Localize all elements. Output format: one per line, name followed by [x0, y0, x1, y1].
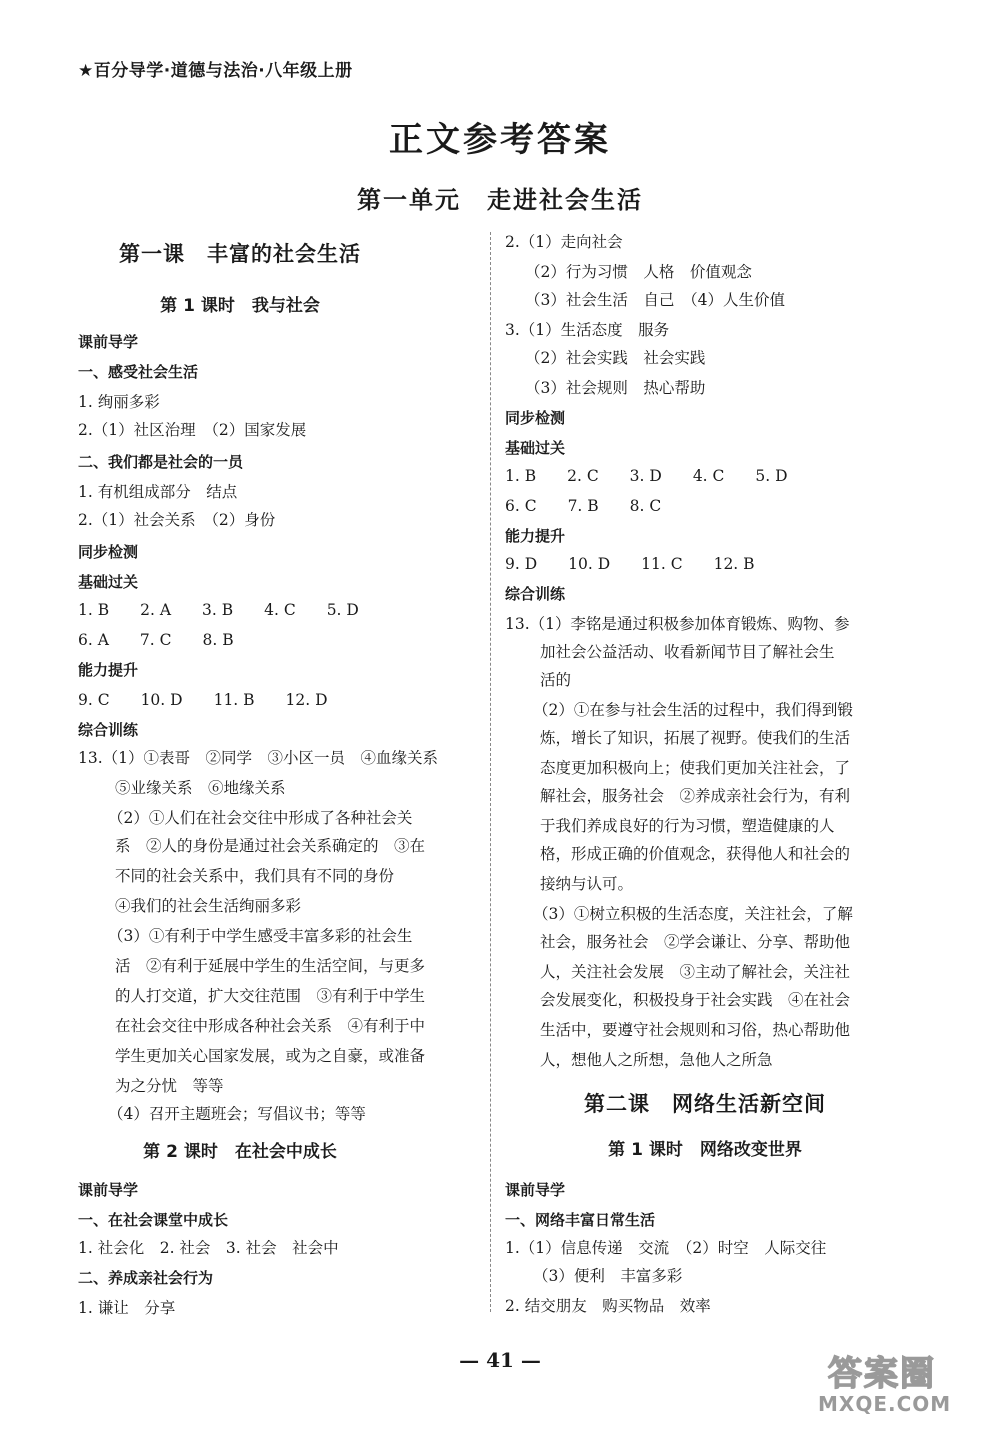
right-column-line: （3）社会生活 自己 （4）人生价值 [525, 291, 785, 309]
watermark-bottom-text: MXQE.COM [818, 1392, 952, 1416]
left-column-line: （2）①人们在社会交往中形成了各种社会关 [108, 809, 413, 827]
right-column-line: 会发展变化，积极投身于社会实践 ④在社会 [540, 991, 851, 1009]
right-column-line: 人，想他人之所想，急他人之所急 [540, 1051, 773, 1069]
watermark-top-text: 答案圈 [828, 1354, 936, 1394]
left-column-line: 不同的社会关系中，我们具有不同的身份 [115, 867, 395, 885]
right-column-line: 于我们养成良好的行为习惯，塑造健康的人 [540, 817, 835, 835]
right-column-line: 炼，增长了知识，拓展了视野。使我们的生活 [540, 729, 851, 747]
left-column-line: 为之分忧 等等 [115, 1077, 224, 1095]
left-column-line: ④我们的社会生活绚丽多彩 [115, 897, 302, 915]
left-column-line: 同步检测 [78, 543, 139, 561]
left-column-line: 1. 绚丽多彩 [78, 393, 160, 411]
page-number: — 41 — [459, 1348, 541, 1372]
right-column-line: 1. B 2. C 3. D 4. C 5. D [505, 467, 788, 485]
left-column-line: （3）①有利于中学生感受丰富多彩的社会生 [108, 927, 413, 945]
watermark-logo [818, 1346, 988, 1422]
right-column-line: （2）①在参与社会生活的过程中，我们得到锻 [533, 701, 853, 719]
left-column-line: 的人打交道，扩大交往范围 ③有利于中学生 [115, 987, 426, 1005]
left-column-line: 二、养成亲社会行为 [78, 1269, 214, 1287]
left-column-line: 课前导学 [78, 1181, 139, 1199]
right-column-line: （3）社会规则 热心帮助 [525, 379, 706, 397]
left-column-line: 一、感受社会生活 [78, 363, 199, 381]
right-column-line: 一、网络丰富日常生活 [505, 1211, 656, 1229]
left-column-line: 活 ②有利于延展中学生的生活空间，与更多 [115, 957, 426, 975]
left-column-line: 二、我们都是社会的一员 [78, 453, 244, 471]
right-column-line: 课前导学 [505, 1181, 566, 1199]
right-column-line: 活的 [540, 671, 572, 689]
right-column-line: 6. C 7. B 8. C [505, 497, 662, 515]
right-column-line: 生活中，要遵守社会规则和习俗，热心帮助他 [540, 1021, 851, 1039]
left-column-line: 2.（1）社区治理 （2）国家发展 [78, 421, 307, 439]
right-column-line: 第二课 网络生活新空间 [584, 1091, 826, 1116]
left-column-line: 基础过关 [78, 573, 139, 591]
left-column-line: 第一课 丰富的社会生活 [119, 241, 361, 266]
left-column-line: 一、在社会课堂中成长 [78, 1211, 229, 1229]
right-column-line: 基础过关 [505, 439, 566, 457]
right-column-line: 综合训练 [505, 585, 566, 603]
right-column-line: （2）社会实践 社会实践 [525, 349, 706, 367]
right-column-line: （3）①树立积极的生活态度，关注社会，了解 [533, 905, 853, 923]
right-column-line: （3）便利 丰富多彩 [533, 1267, 683, 1285]
left-column-line: 学生更加关心国家发展，或为之自豪，或准备 [115, 1047, 426, 1065]
left-column-line: 课前导学 [78, 333, 139, 351]
unit-title: 第一单元 走进社会生活 [357, 185, 643, 214]
left-column-line: 1. 有机组成部分 结点 [78, 483, 238, 501]
left-column-line: 第 2 课时 在社会中成长 [143, 1142, 337, 1162]
right-column-line: 2.（1）走向社会 [505, 233, 623, 251]
right-column-line: 2. 结交朋友 购买物品 效率 [505, 1297, 711, 1315]
left-column-line: （4）召开主题班会；写倡议书；等等 [108, 1105, 366, 1123]
right-column-line: 人，关注社会发展 ③主动了解社会，关注社 [540, 963, 851, 981]
right-column-line: 同步检测 [505, 409, 566, 427]
left-column-line: 1. 谦让 分享 [78, 1299, 176, 1317]
right-column-line: 13.（1）李铭是通过积极参加体育锻炼、购物、参 [505, 615, 850, 633]
left-column-line: 6. A 7. C 8. B [78, 631, 234, 649]
left-column-line: 2.（1）社会关系 （2）身份 [78, 511, 276, 529]
right-column-line: 接纳与认可。 [540, 875, 634, 893]
right-column-line: 态度更加积极向上；使我们更加关注社会，了 [540, 759, 851, 777]
left-column-line: 13.（1）①表哥 ②同学 ③小区一员 ④血缘关系 [78, 749, 439, 767]
right-column-line: 1.（1）信息传递 交流 （2）时空 人际交往 [505, 1239, 827, 1257]
right-column-line: 3.（1）生活态度 服务 [505, 321, 670, 339]
left-column-line: 1. B 2. A 3. B 4. C 5. D [78, 601, 359, 619]
book-header: ★百分导学·道德与法治·八年级上册 [78, 61, 353, 81]
right-column-line: 第 1 课时 网络改变世界 [608, 1140, 802, 1160]
left-column-line: 在社会交往中形成各种社会关系 ④有利于中 [115, 1017, 426, 1035]
right-column-line: 解社会，服务社会 ②养成亲社会行为，有利 [540, 787, 851, 805]
left-column-line: 综合训练 [78, 721, 139, 739]
page-title: 正文参考答案 [389, 120, 611, 160]
left-column-line: 能力提升 [78, 661, 139, 679]
left-column-line: 1. 社会化 2. 社会 3. 社会 社会中 [78, 1239, 339, 1257]
right-column-line: （2）行为习惯 人格 价值观念 [525, 263, 752, 281]
right-column-line: 9. D 10. D 11. C 12. B [505, 555, 755, 573]
right-column-line: 格，形成正确的价值观念，获得他人和社会的 [540, 845, 851, 863]
right-column-line: 能力提升 [505, 527, 566, 545]
left-column-line: 系 ②人的身份是通过社会关系确定的 ③在 [115, 837, 426, 855]
left-column-line: ⑤业缘关系 ⑥地缘关系 [115, 779, 286, 797]
left-column-line: 9. C 10. D 11. B 12. D [78, 691, 328, 709]
right-column-line: 社会，服务社会 ②学会谦让、分享、帮助他 [540, 933, 851, 951]
column-divider [490, 232, 491, 1312]
left-column-line: 第 1 课时 我与社会 [160, 296, 320, 316]
right-column-line: 加社会公益活动、收看新闻节目了解社会生 [540, 643, 835, 661]
